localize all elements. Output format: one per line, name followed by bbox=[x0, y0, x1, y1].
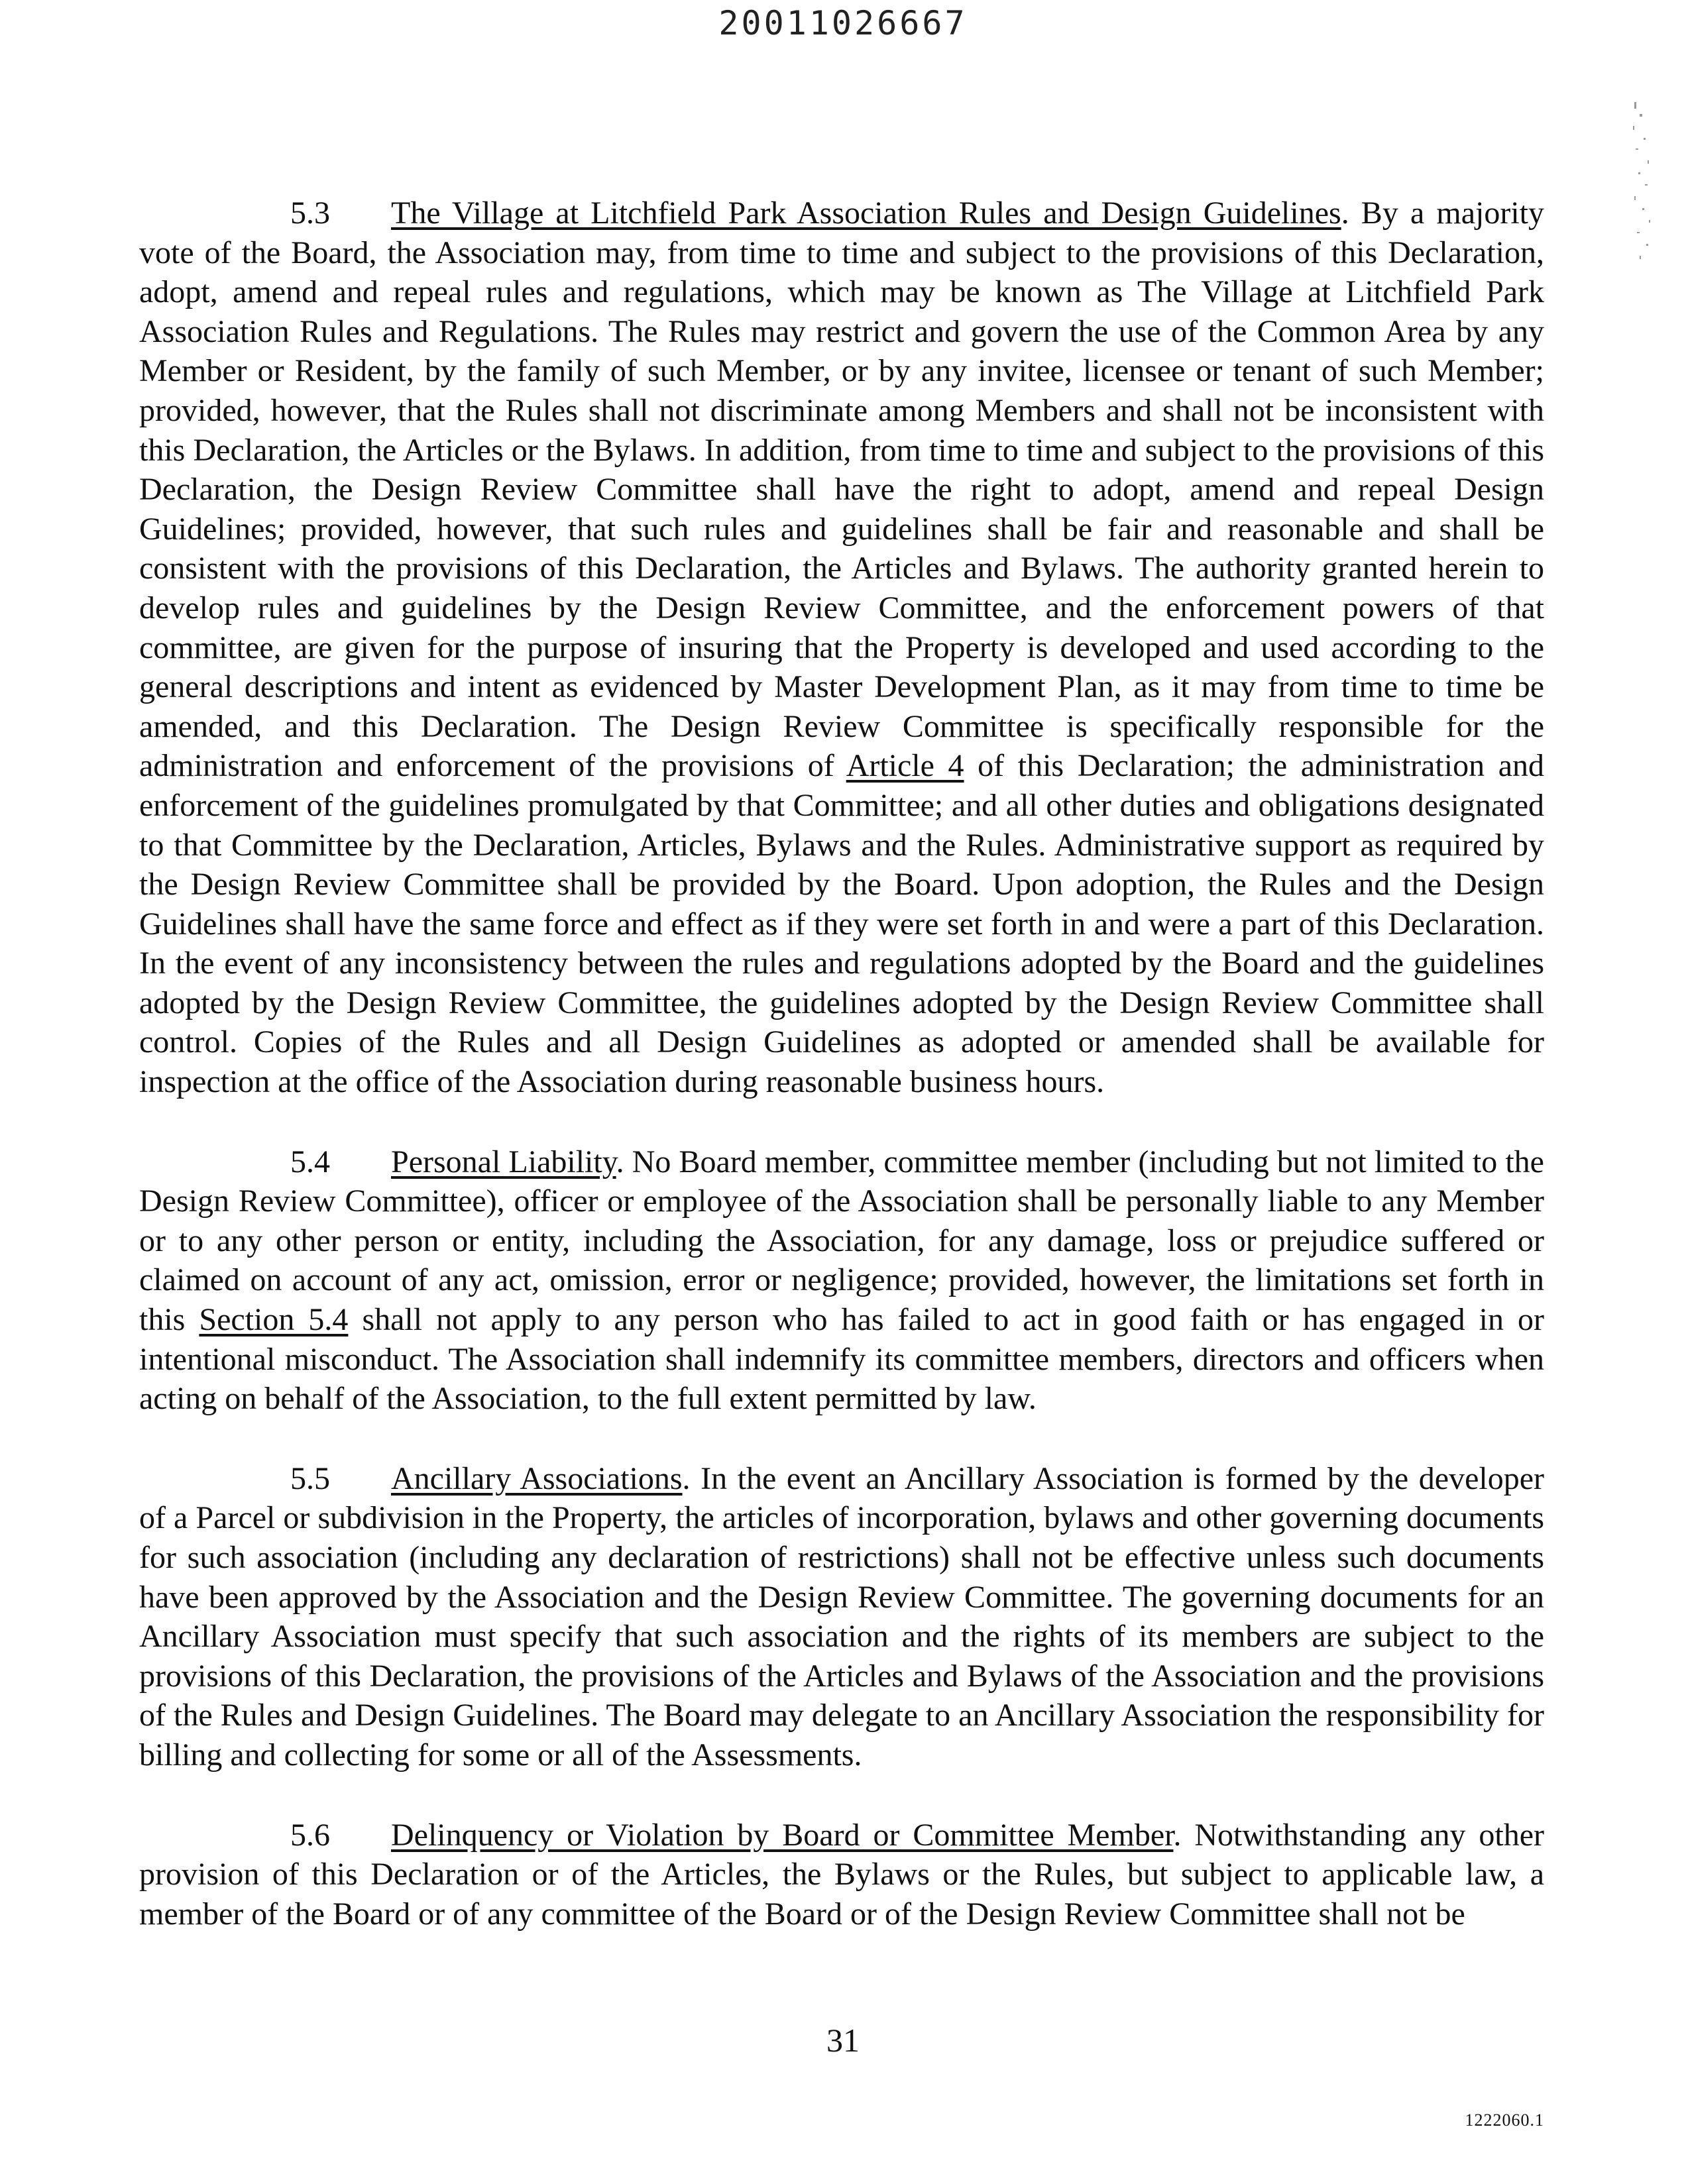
section-5-3 bbox=[139, 193, 1544, 1102]
cross-reference: Section 5.4 bbox=[199, 1302, 349, 1338]
section-5-4 bbox=[139, 1142, 1544, 1419]
section-5-5 bbox=[139, 1459, 1544, 1775]
section-text: shall not apply to any person who has failed to act in good faith or has engaged in or intentional misconduct. The Association shall indemnify its committee members, directors and officers when acting on behalf of the Association, to the full extent permitted by law. bbox=[139, 1302, 1544, 1417]
section-number: 5.6 bbox=[290, 1817, 330, 1853]
section-heading: Personal Liability bbox=[391, 1144, 616, 1179]
section-heading: Delinquency or Violation by Board or Committee Member bbox=[391, 1817, 1174, 1853]
section-paragraph bbox=[139, 1459, 1544, 1775]
section-text: . In the event an Ancillary Association is formed by the developer of a Parcel or subdivision in the Property, the articles of incorporation, bylaws and other governing documents for such association (including any declaration of restrictions) shall not be effective unless such documents have been approved by the Association and the Design Review Committee. The governing documents for an Ancillary Association must specify that such association and the rights of its members are subject to the provisions of this Declaration, the provisions of the Articles and Bylaws of the Association and the provisions of the Rules and Design Guidelines. The Board may delegate to an Ancillary Association the responsibility for billing and collecting for some or all of the Assessments. bbox=[139, 1460, 1545, 1773]
section-text: . By a majority vote of the Board, the Association may, from time to time and subject to the provisions of this Declaration, adopt, amend and repeal rules and regulations, which may be known as The Village at Litchfield Park Association Rules and Regulations. The Rules may restrict and govern the use of the Common Area by any Member or Resident, by the family of such Member, or by any invitee, licensee or tenant of such Member; provided, however, that the Rules shall not discriminate among Members and shall not be inconsistent with this Declaration, the Articles or the Bylaws. In addition, from time to time and subject to the provisions of this Declaration, the Design Review Committee shall have the right to adopt, amend and repeal Design Guidelines; provided, however, that such rules and guidelines shall be fair and reasonable and shall be consistent with the provisions of this Declaration, the Articles and Bylaws. The authority granted herein to develop rules and guidelines by the Design Review Committee, and the enforcement powers of that committee, are given for the purpose of insuring that the Property is developed and used according to the general descriptions and intent as evidenced by Master Development Plan, as it may from time to time be amended, and this Declaration. The Design Review Committee is specifically responsible for the administration and enforcement of the provisions of bbox=[139, 195, 1544, 784]
document-code: 1222060.1 bbox=[1465, 2110, 1544, 2130]
document-body bbox=[139, 193, 1544, 1974]
section-number: 5.3 bbox=[290, 195, 330, 231]
section-heading: The Village at Litchfield Park Association Rules and Design Guidelines bbox=[391, 195, 1341, 231]
section-text: . Notwithstanding any other provision of this Declaration or of the Articles, the Bylaws or the Rules, but subject to applicable law, a member of the Board or of any committee of the Board or of the Design Review Committee shall not be bbox=[139, 1817, 1545, 1932]
section-number: 5.5 bbox=[290, 1460, 330, 1496]
section-text: . No Board member, committee member (including but not limited to the Design Review Committee), officer or employee of the Association shall be personally liable to any Member or to any other person or entity, including the Association, for any damage, loss or prejudice suffered or claimed on account of any act, omission, error or negligence; provided, however, the limitations set forth in this bbox=[139, 1144, 1544, 1338]
section-paragraph bbox=[139, 193, 1544, 1102]
section-paragraph bbox=[139, 1142, 1544, 1419]
section-5-6 bbox=[139, 1816, 1544, 1934]
page-number: 31 bbox=[826, 2022, 860, 2059]
scan-artifact bbox=[1629, 99, 1662, 272]
section-paragraph bbox=[139, 1816, 1544, 1934]
document-number: 20011026667 bbox=[718, 4, 968, 42]
cross-reference: Article 4 bbox=[846, 748, 964, 784]
section-number: 5.4 bbox=[290, 1144, 330, 1179]
section-heading: Ancillary Associations bbox=[391, 1460, 683, 1496]
section-text: of this Declaration; the administration and enforcement of the guidelines promulgated by that Committee; and all other duties and obligations designated to that Committee by the Declaration, Articles, Bylaws and the Rules. Administrative support as required by the Design Review Committee shall be provided by the Board. Upon adoption, the Rules and the Design Guidelines shall have the same force and effect as if they were set forth in and were a part of this Declaration. In the event of any inconsistency between the rules and regulations adopted by the Board and the guidelines adopted by the Design Review Committee, the guidelines adopted by the Design Review Committee shall control. Copies of the Rules and all Design Guidelines as adopted or amended shall be available for inspection at the office of the Association during reasonable business hours. bbox=[139, 748, 1544, 1100]
